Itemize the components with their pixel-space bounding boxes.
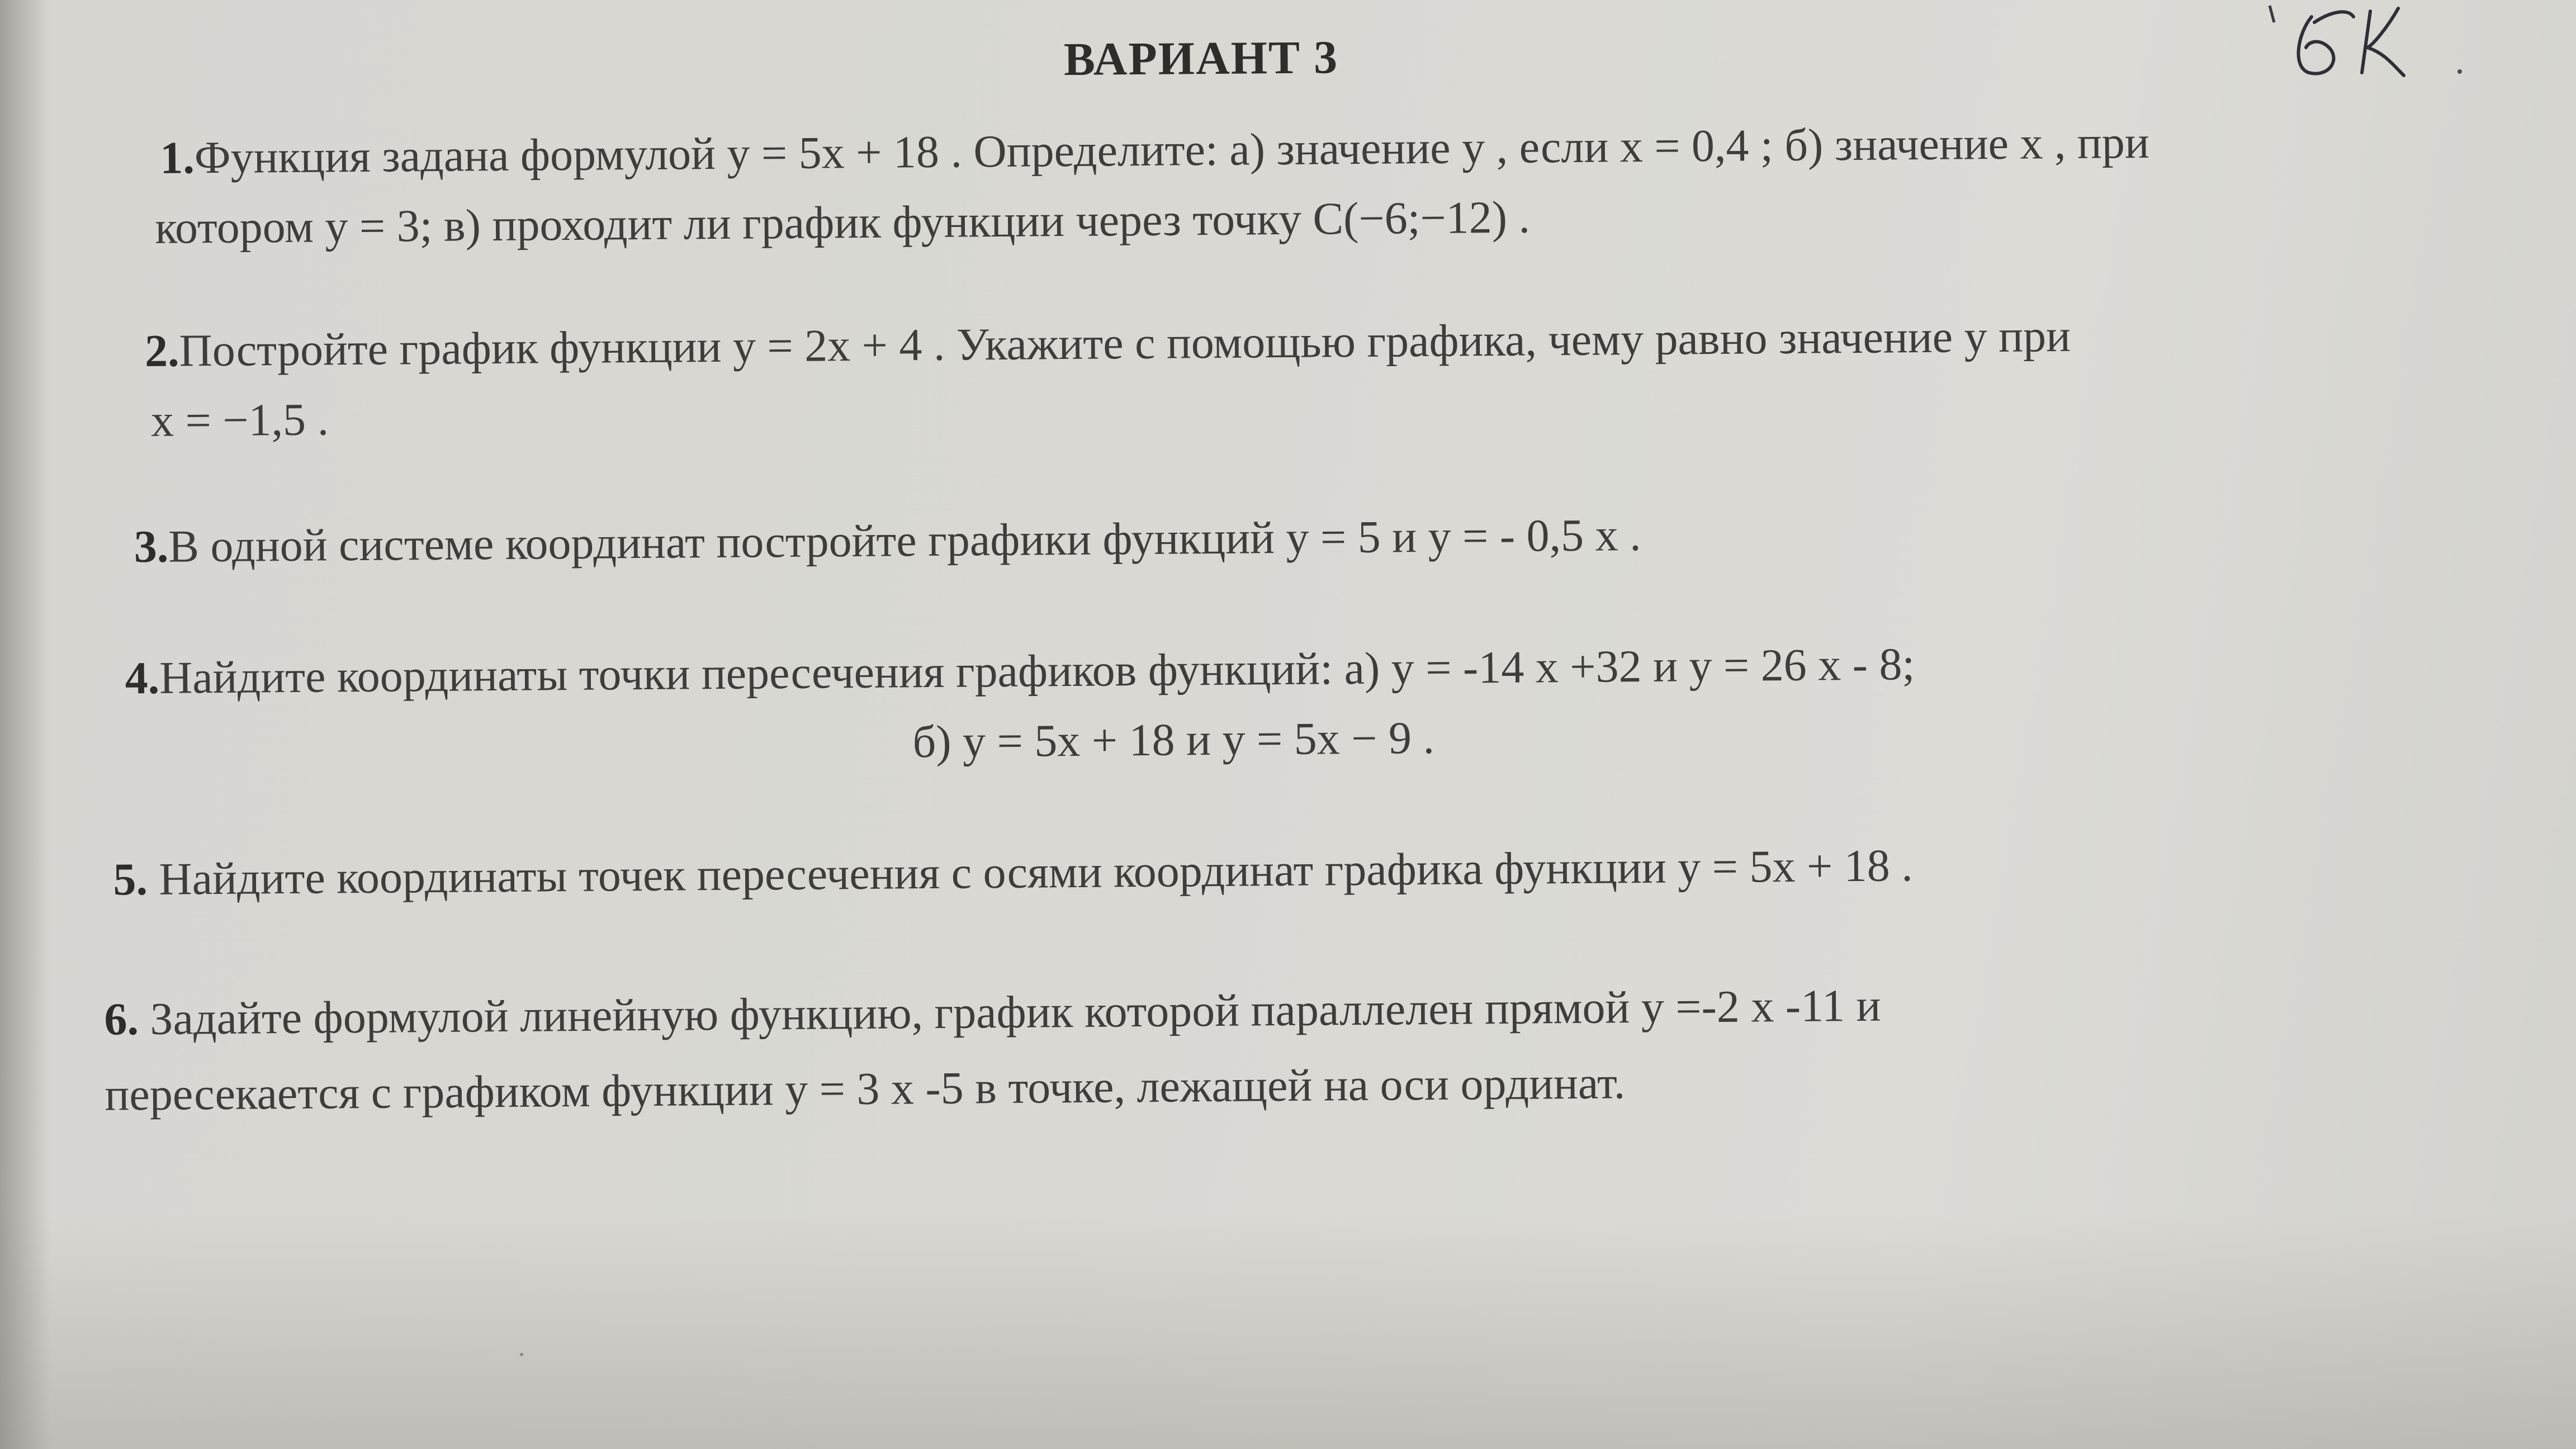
problem-2-text-1: Постройте график функции y = 2x + 4 . Укажите с помощью графика, чему равно значение y при — [179, 310, 2071, 376]
handwritten-mark — [2258, 0, 2493, 95]
problem-2-line-2 — [151, 393, 329, 447]
problem-2-number: 2 — [144, 325, 168, 377]
problem-1-line-1: 1.Функция задана формулой y = 5x + 18 . Определите: а) значение y , если x = 0,4 ; б) значение x , при — [159, 116, 2150, 183]
paper-speck — [520, 1353, 523, 1356]
problem-4-number: 4 — [125, 652, 148, 704]
problem-1-text-1: Функция задана формулой y = 5x + 18 . Определите: а) значение y , если x = 0,4 ; б) значение x , при — [194, 116, 2150, 183]
problem-1-line-2 — [155, 191, 1530, 254]
problem-3-number: 3 — [134, 520, 158, 572]
problem-4-text-2: б) y = 5x + 18 и y = 5x − 9 . — [912, 712, 1435, 768]
problem-5-text-1: Найдите координаты точек пересечения с осями координат графика функции y = 5x + 18 . — [147, 840, 1914, 905]
problem-6-number: 6 — [104, 993, 127, 1045]
problem-3-line-1: 3.В одной системе координат постройте графики функций y = 5 и y = - 0,5 x . — [134, 509, 1641, 572]
problem-1-text-2: котором y = 3; в) проходит ли график функции через точку C(−6;−12) . — [154, 191, 1531, 253]
variant-title: ВАРИАНТ 3 — [1063, 31, 1339, 86]
problem-6-line-2 — [105, 1057, 1625, 1121]
problem-3-text-1: В одной системе координат постройте графики функций y = 5 и y = - 0,5 x . — [168, 509, 1641, 572]
problem-4-line-1: 4.Найдите координаты точки пересечения графиков функций: а) y = -14 x +32 и y = 26 x - 8; — [125, 638, 1915, 704]
problem-5-number: 5 — [113, 854, 136, 905]
problem-5-line-1: 5. Найдите координаты точек пересечения с осями координат графика функции y = 5x + 18 . — [113, 840, 1914, 905]
problem-6-text-1: Задайте формулой линейную функцию, график которой параллелен прямой y =-2 x -11 и — [138, 979, 1881, 1045]
problem-4-text-1: Найдите координаты точки пересечения графиков функций: а) y = -14 x +32 и y = 26 x - 8; — [159, 638, 1915, 703]
problem-2-line-1: 2.Постройте график функции y = 2x + 4 . Укажите с помощью графика, чему равно значение y при — [144, 310, 2071, 377]
problem-6-text-2: пересекается с графиком функции y = 3 x -5 в точке, лежащей на оси ординат. — [105, 1057, 1626, 1120]
problem-6-line-1: 6. Задайте формулой линейную функцию, график которой параллелен прямой y =-2 x -11 и — [104, 979, 1881, 1045]
problem-1-number: 1 — [159, 132, 183, 183]
problem-2-text-2: x = −1,5 . — [150, 394, 329, 446]
problem-4-line-2 — [912, 712, 1434, 768]
